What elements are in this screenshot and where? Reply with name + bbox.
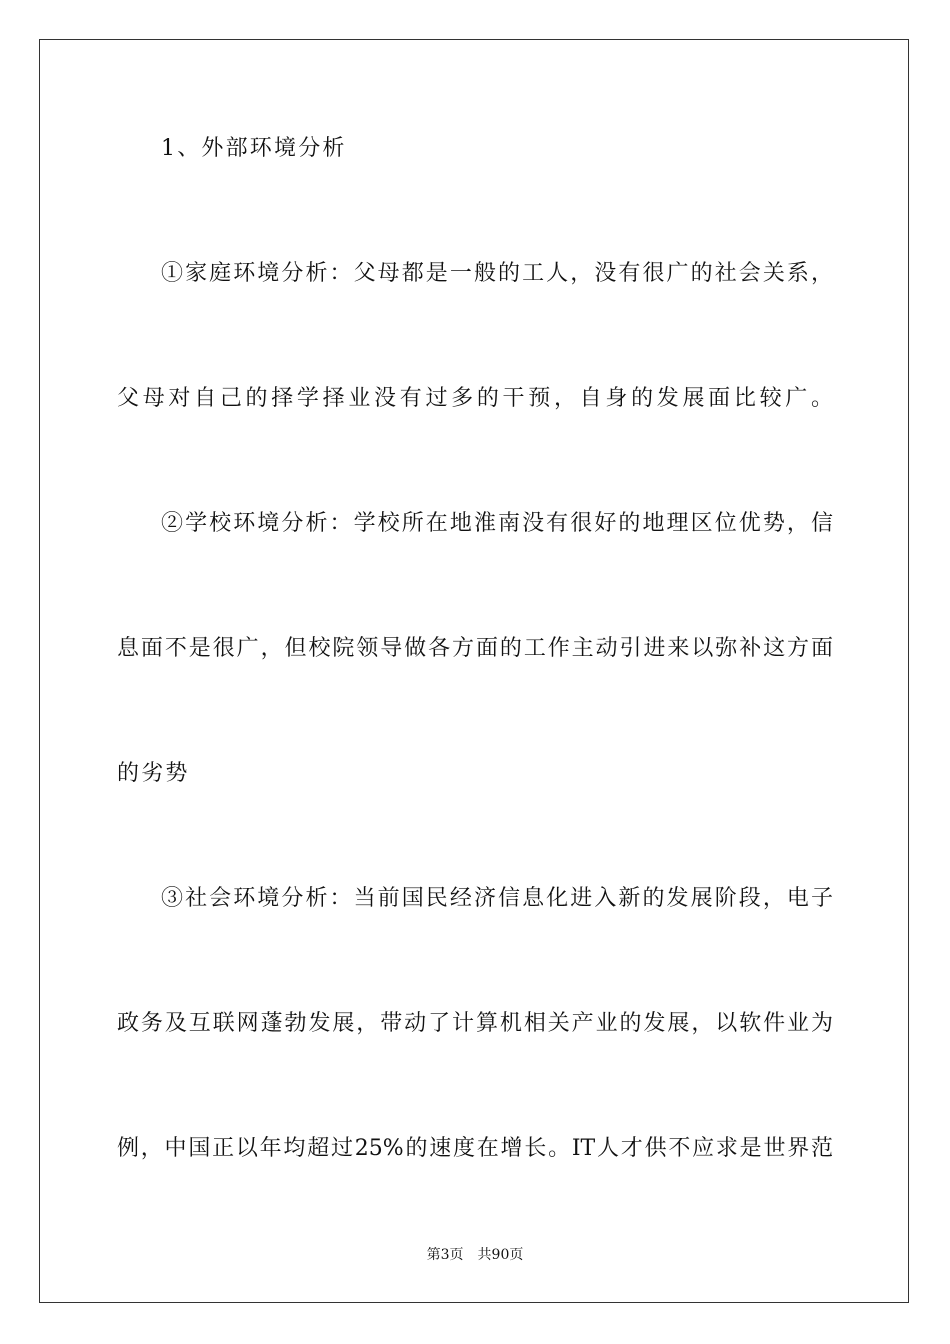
paragraph-3-line-3: 例，中国正以年均超过25%的速度在增长。IT人才供不应求是世界范 bbox=[117, 1136, 833, 1161]
paragraph-1-line-2: 父母对自己的择学择业没有过多的干预，自身的发展面比较广。 bbox=[117, 386, 833, 411]
section-heading: 1、外部环境分析 bbox=[161, 136, 347, 161]
page-total: 共90页 bbox=[477, 1247, 524, 1263]
paragraph-2-line-2: 息面不是很广，但校院领导做各方面的工作主动引进来以弥补这方面 bbox=[117, 636, 833, 661]
paragraph-1-line-1: ①家庭环境分析：父母都是一般的工人，没有很广的社会关系， bbox=[161, 261, 833, 286]
paragraph-3-line-2: 政务及互联网蓬勃发展，带动了计算机相关产业的发展，以软件业为 bbox=[117, 1011, 833, 1036]
paragraph-2-line-1: ②学校环境分析：学校所在地淮南没有很好的地理区位优势，信 bbox=[161, 511, 833, 536]
paragraph-3-line-1: ③社会环境分析：当前国民经济信息化进入新的发展阶段，电子 bbox=[161, 886, 833, 911]
page-border bbox=[39, 39, 909, 1303]
page-footer bbox=[0, 1246, 950, 1264]
paragraph-2-line-3: 的劣势 bbox=[117, 761, 190, 786]
page-number: 第3页 bbox=[426, 1247, 464, 1263]
